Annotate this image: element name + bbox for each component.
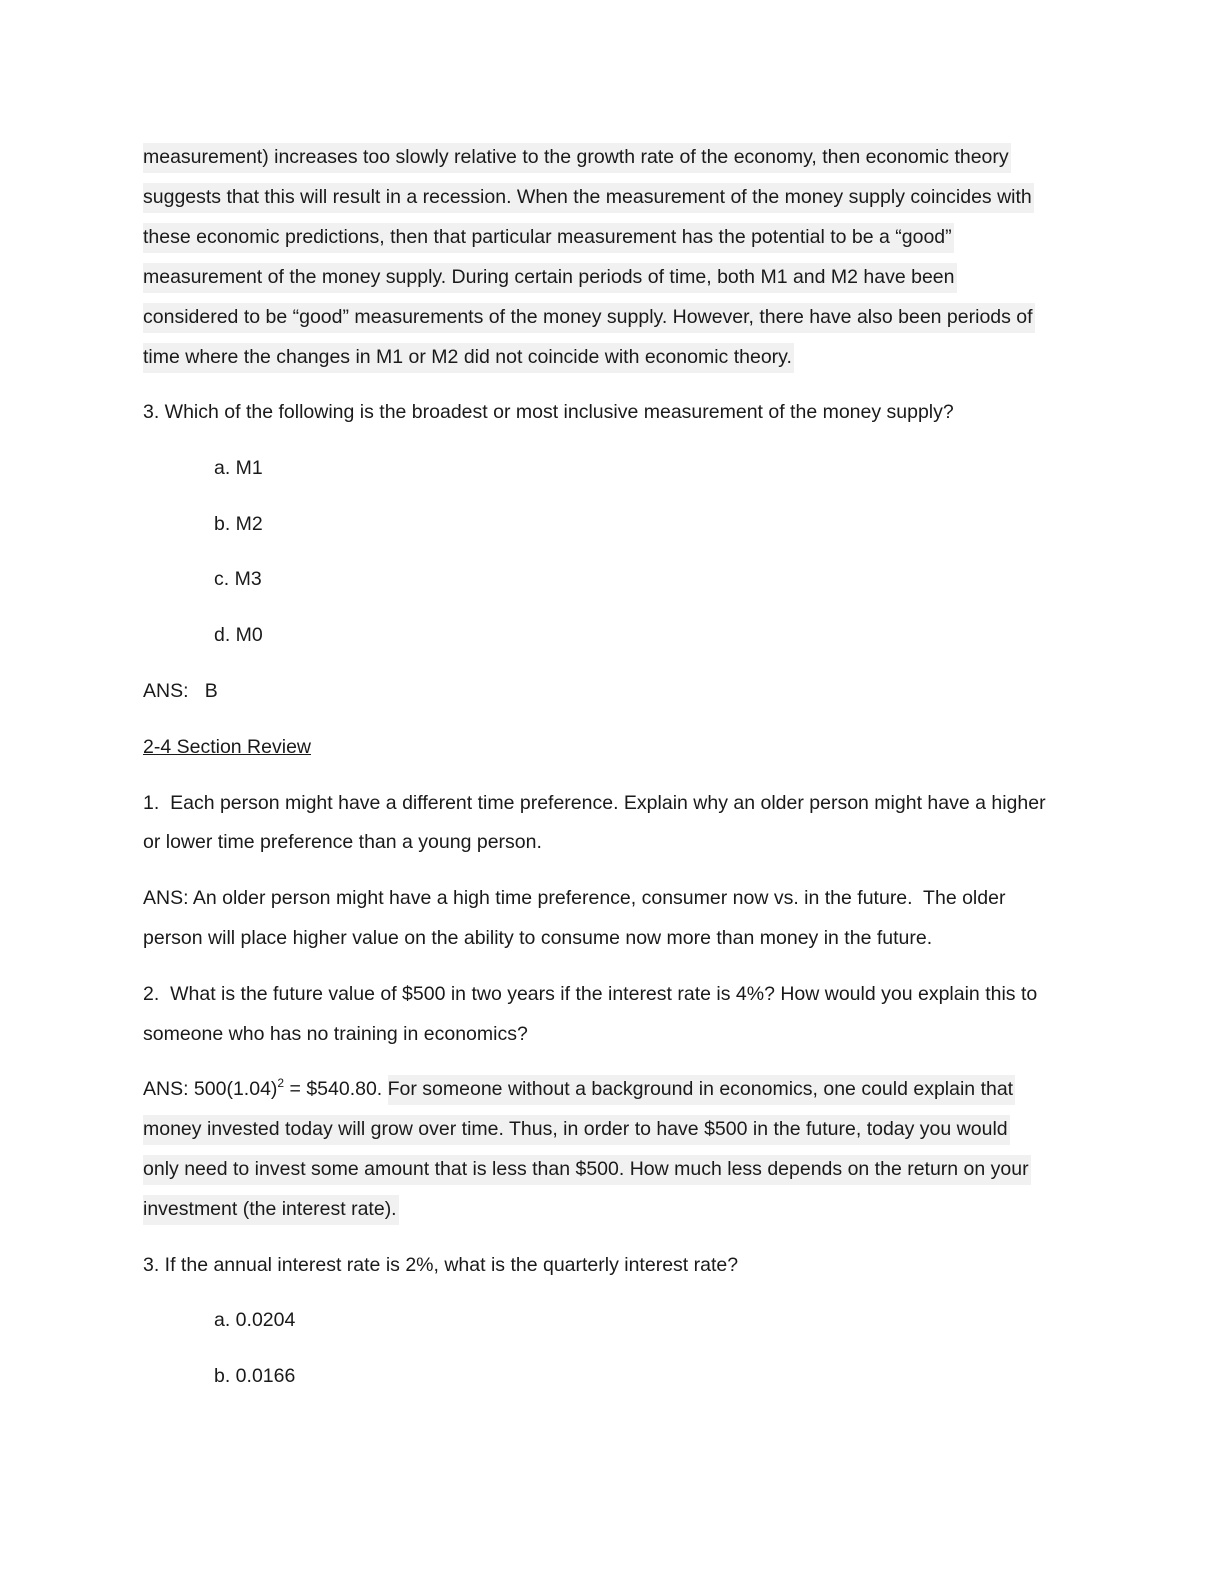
intro-line xyxy=(143,344,794,370)
answer-explanation: money invested today will grow over time. Thus, in order to have $500 in the future, today you would xyxy=(143,1115,1010,1145)
question-line: 1. Each person might have a different time preference. Explain why an older person might have a higher xyxy=(143,792,1046,814)
answer-exponent: 2 xyxy=(277,1076,285,1090)
intro-line xyxy=(143,224,954,250)
question-line: or lower time preference than a young person. xyxy=(143,831,542,853)
answer-line: person will place higher value on the ability to consume now more than money in the future. xyxy=(143,927,933,949)
section-heading: 2-4 Section Review xyxy=(143,736,311,758)
answer-explanation: only need to invest some amount that is less than $500. How much less depends on the return on your xyxy=(143,1155,1031,1185)
intro-line-text: time where the changes in M1 or M2 did not coincide with economic theory. xyxy=(143,343,794,373)
answer-text: ANS: B xyxy=(143,680,218,702)
answer-option: d. M0 xyxy=(214,624,263,646)
question-line: someone who has no training in economics? xyxy=(143,1023,528,1045)
intro-line xyxy=(143,144,1011,170)
answer-line: ANS: An older person might have a high time preference, consumer now vs. in the future. The older xyxy=(143,887,1006,909)
answer-option: a. M1 xyxy=(214,457,263,479)
answer-line xyxy=(143,1116,1010,1142)
answer-explanation: For someone without a background in economics, one could explain that xyxy=(388,1075,1015,1105)
intro-line-text: measurement) increases too slowly relative to the growth rate of the economy, then economic theory xyxy=(143,143,1011,173)
answer-line xyxy=(143,1156,1031,1182)
answer-formula: ANS: 500(1.04) xyxy=(143,1078,278,1100)
intro-line-text: considered to be “good” measurements of the money supply. However, there have also been periods of xyxy=(143,303,1035,333)
answer-option: a. 0.0204 xyxy=(214,1309,296,1331)
answer-result: = $540.80. xyxy=(284,1078,388,1100)
intro-line xyxy=(143,264,957,290)
intro-line xyxy=(143,304,1035,330)
question-line: 2. What is the future value of $500 in two years if the interest rate is 4%? How would you explain this to xyxy=(143,983,1038,1005)
answer-line xyxy=(143,1076,1015,1102)
intro-line-text: measurement of the money supply. During certain periods of time, both M1 and M2 have been xyxy=(143,263,957,293)
intro-line xyxy=(143,184,1034,210)
question-text: 3. Which of the following is the broadest or most inclusive measurement of the money supply? xyxy=(143,401,954,423)
intro-line-text: suggests that this will result in a recession. When the measurement of the money supply coincides with xyxy=(143,183,1034,213)
answer-option: b. M2 xyxy=(214,513,263,535)
answer-option: c. M3 xyxy=(214,568,262,590)
intro-line-text: these economic predictions, then that particular measurement has the potential to be a “good” xyxy=(143,223,954,253)
answer-option: b. 0.0166 xyxy=(214,1365,296,1387)
question-text: 3. If the annual interest rate is 2%, what is the quarterly interest rate? xyxy=(143,1254,739,1276)
answer-explanation: investment (the interest rate). xyxy=(143,1195,399,1225)
answer-line xyxy=(143,1196,399,1222)
